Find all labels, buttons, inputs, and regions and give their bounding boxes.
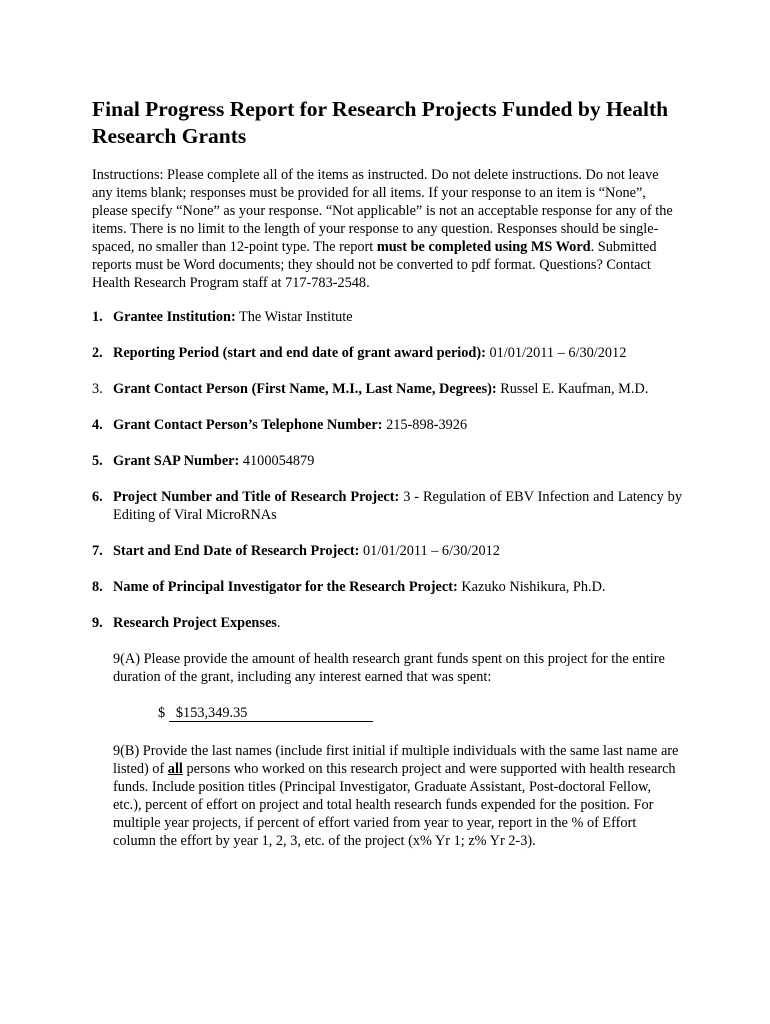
report-items — [92, 308, 682, 850]
item-value: 3 - Regulation of EBV Infection and Latency by Editing of Viral MicroRNAs — [113, 489, 682, 523]
item-number: 1. — [92, 309, 103, 325]
item-value: 215-898-3926 — [382, 417, 468, 433]
page-title: Final Progress Report for Research Projects Funded by Health Research Grants — [92, 97, 669, 148]
amount-value: $153,349.35 — [175, 705, 248, 721]
item-value: 4100054879 — [239, 453, 315, 469]
item-contact-telephone — [92, 416, 682, 434]
item-number: 6. — [92, 489, 103, 505]
item-number: 9. — [92, 615, 103, 631]
item-label: Grant Contact Person (First Name, M.I., Last Name, Degrees): — [113, 381, 497, 397]
item-number: 8. — [92, 579, 103, 595]
item-project-expenses — [92, 614, 682, 632]
item-grant-contact-person — [92, 380, 682, 398]
item-value: The Wistar Institute — [235, 309, 353, 325]
instructions-paragraph — [92, 166, 682, 292]
item-value: . — [276, 615, 281, 631]
item-grant-sap-number — [92, 452, 682, 470]
item-reporting-period — [92, 344, 682, 362]
section-9a-text: 9(A) Please provide the amount of health research grant funds spent on this project for the entire duration of the grant, including any interest earned that was spent: — [113, 651, 665, 685]
section-9b-emphasis: all — [167, 761, 183, 777]
item-principal-investigator — [92, 578, 682, 596]
item-number: 4. — [92, 417, 103, 433]
item-label: Research Project Expenses — [113, 615, 277, 631]
item-grantee-institution — [92, 308, 682, 326]
item-value: 01/01/2011 – 6/30/2012 — [359, 543, 500, 559]
item-project-dates — [92, 542, 682, 560]
instructions-emphasis: must be completed using MS Word — [376, 239, 591, 255]
section-9b-text-part2: persons who worked on this research project and were supported with health research funds. Include position titles (Principal Investigator, Graduate Assistant, Post-doctoral Fellow, etc.), percent of effort on project and total health research funds expended for the position. For multiple year projects, if percent of effort varied from year to year, report in the % of Effort column the effort by year 1, 2, 3, etc. of the project (x% Yr 1; z% Yr 2-3). — [113, 761, 676, 849]
instructions-text: Instructions: Please complete all of the items as instructed. Do not delete instructions. Do not leave any items blank; responses must be provided for all items. If your response to an item is “None”, please specify “None” as your response. “Not applicable” is not an acceptable response for any of the items. There is no limit to the length of your response to any question. Responses should be single-spaced, no smaller than 12-point type. The report — [92, 167, 673, 255]
item-number: 2. — [92, 345, 103, 361]
section-9a-amount-row — [158, 704, 682, 722]
item-value: 01/01/2011 – 6/30/2012 — [485, 345, 627, 361]
item-label: Reporting Period (start and end date of grant award period): — [113, 345, 486, 361]
item-value: Kazuko Nishikura, Ph.D. — [457, 579, 606, 595]
item-number: 5. — [92, 453, 103, 469]
item-number: 3. — [92, 381, 103, 397]
item-label: Grant Contact Person’s Telephone Number: — [113, 417, 383, 433]
item-value: Russel E. Kaufman, M.D. — [496, 381, 649, 397]
section-9b-text — [113, 742, 682, 850]
currency-symbol: $ — [158, 705, 166, 721]
item-label: Start and End Date of Research Project: — [113, 543, 360, 559]
section-9b-text-part1: 9(B) Provide the last names (include first initial if multiple individuals with the same last name are listed) of — [113, 743, 679, 777]
document-page — [92, 96, 682, 868]
item-project-title — [92, 488, 682, 524]
item-number: 7. — [92, 543, 103, 559]
instructions-text-continued: . Submitted reports must be Word documents; they should not be converted to pdf format. Questions? Contact Health Research Program staff at 717-783-2548. — [92, 239, 657, 291]
item-label: Project Number and Title of Research Project: — [113, 489, 400, 505]
item-label: Grantee Institution: — [113, 309, 236, 325]
item-label: Grant SAP Number: — [113, 453, 240, 469]
amount-field — [169, 705, 373, 722]
item-label: Name of Principal Investigator for the Research Project: — [113, 579, 458, 595]
